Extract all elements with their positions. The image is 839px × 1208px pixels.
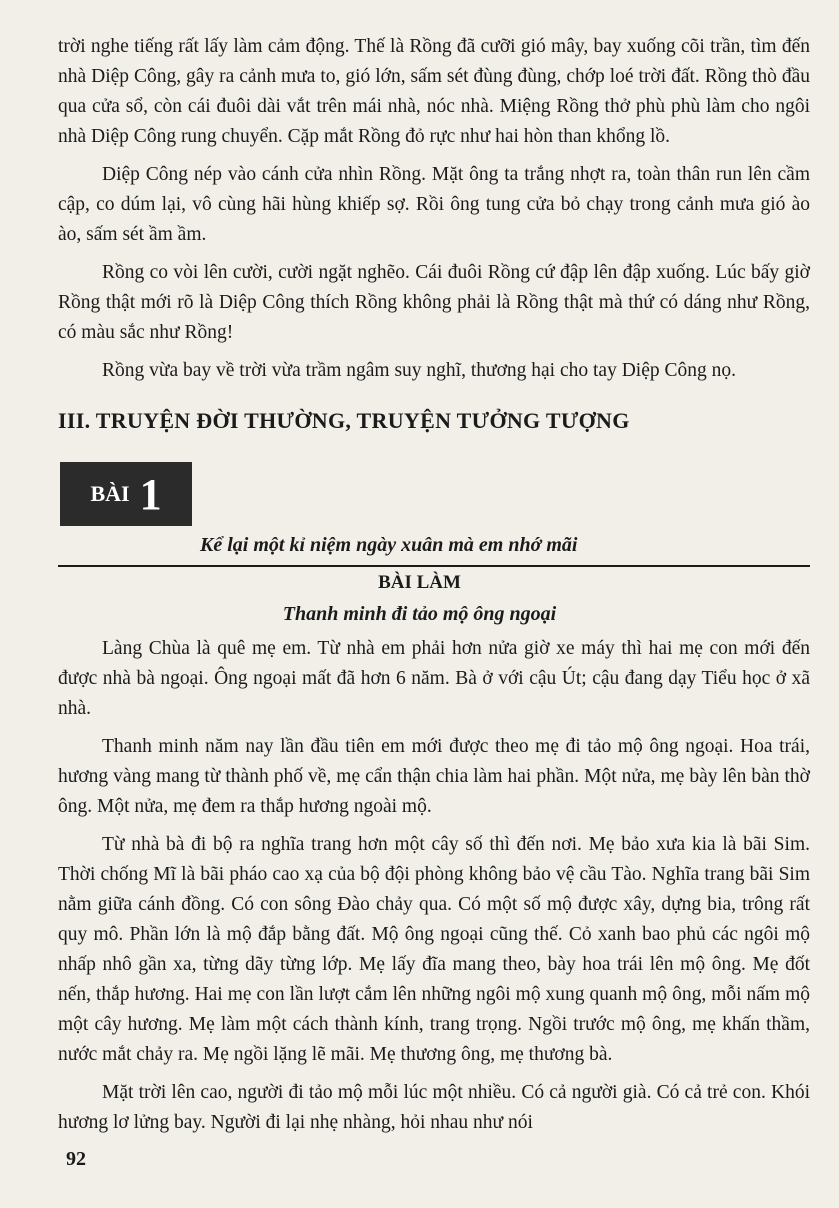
divider [58, 565, 810, 567]
section-heading: III. TRUYỆN ĐỜI THƯỜNG, TRUYỆN TƯỞNG TƯỢNG [58, 408, 630, 433]
paragraph: Thanh minh năm nay lần đầu tiên em mới được theo mẹ đi tảo mộ ông ngoại. Hoa trái, hương vàng mang từ thành phố về, mẹ cẩn thận chia làm hai phần. Một nửa, mẹ bày lên bàn thờ ông. Một nửa, mẹ đem ra thắp hương ngoài mộ. [58, 736, 810, 817]
lesson-badge [60, 462, 192, 526]
paragraph: Từ nhà bà đi bộ ra nghĩa trang hơn một cây số thì đến nơi. Mẹ bảo xưa kia là bãi Sim. Thời chống Mĩ là bãi pháo cao xạ của bộ đội phòng không bảo vệ cầu Tào. Nghĩa trang bãi Sim nằm giữa cánh đồng. Có con sông Đào chảy qua. Có một số mộ được xây, dựng bia, trông rất quy mô. Phần lớn là mộ đắp bằng đất. Mộ ông ngoại cũng thế. Cỏ xanh bao phủ các ngôi mộ nhấp nhô gần xa, từng dãy từng lớp. Mẹ lấy đĩa mang theo, bày hoa trái lên mộ ông. Mẹ đốt nến, thắp hương. Hai mẹ con lần lượt cắm lên những ngôi mộ xung quanh mộ ông, mỗi nấm mộ một cây hương. Mẹ làm một cách thành kính, trang trọng. Ngồi trước mộ ông, mẹ khấn thầm, nước mắt chảy ra. Mẹ ngồi lặng lẽ mãi. Mẹ thương ông, mẹ thương bà. [58, 834, 810, 1065]
paragraph: trời nghe tiếng rất lấy làm cảm động. Thế là Rồng đã cưỡi gió mây, bay xuống cõi trần, tìm đến nhà Diệp Công, gây ra cảnh mưa to, gió lớn, sấm sét đùng đùng, chớp loé trời đất. Rồng thò đầu qua cửa sổ, còn cái đuôi dài vắt trên mái nhà, nóc nhà. Miệng Rồng thở phù phù làm cho ngôi nhà Diệp Công rung chuyển. Cặp mắt Rồng đỏ rực như hai hòn than khổng lồ. [58, 36, 810, 147]
paragraph: Rồng co vòi lên cười, cười ngặt nghẽo. Cái đuôi Rồng cứ đập lên đập xuống. Lúc bấy giờ Rồng thật mới rõ là Diệp Công thích Rồng không phải là Rồng thật mà thứ có dáng như Rồng, có màu sắc như Rồng! [58, 262, 810, 343]
paragraph: Làng Chùa là quê mẹ em. Từ nhà em phải hơn nửa giờ xe máy thì hai mẹ con mới đến được nhà bà ngoại. Ông ngoại mất đã hơn 6 năm. Bà ở với cậu Út; cậu đang dạy Tiểu học ở xã nhà. [58, 638, 810, 719]
page-number: 92 [66, 1148, 86, 1170]
paragraph: Mặt trời lên cao, người đi tảo mộ mỗi lúc một nhiều. Có cả người già. Có cả trẻ con. Khói hương lơ lửng bay. Người đi lại nhẹ nhàng, hỏi nhau như nói [58, 1082, 810, 1133]
paragraph: Rồng vừa bay về trời vừa trầm ngâm suy nghĩ, thương hại cho tay Diệp Công nọ. [102, 360, 736, 381]
lesson-number: 1 [139, 469, 162, 519]
essay-body [58, 634, 810, 1146]
story-continuation [58, 32, 810, 394]
lesson-prompt: Kể lại một kỉ niệm ngày xuân mà em nhớ mãi [200, 534, 578, 556]
essay-title: Thanh minh đi tảo mộ ông ngoại [282, 603, 557, 625]
paragraph: Diệp Công nép vào cánh cửa nhìn Rồng. Mặt ông ta trắng nhợt ra, toàn thân run lên cầm cập, co dúm lại, vô cùng hãi hùng khiếp sợ. Rồi ông tung cửa bỏ chạy trong cảnh mưa gió ào ào, sấm sét ầm ầm. [58, 164, 810, 245]
essay-label: BÀI LÀM [378, 572, 461, 593]
lesson-word: BÀI [90, 481, 130, 506]
